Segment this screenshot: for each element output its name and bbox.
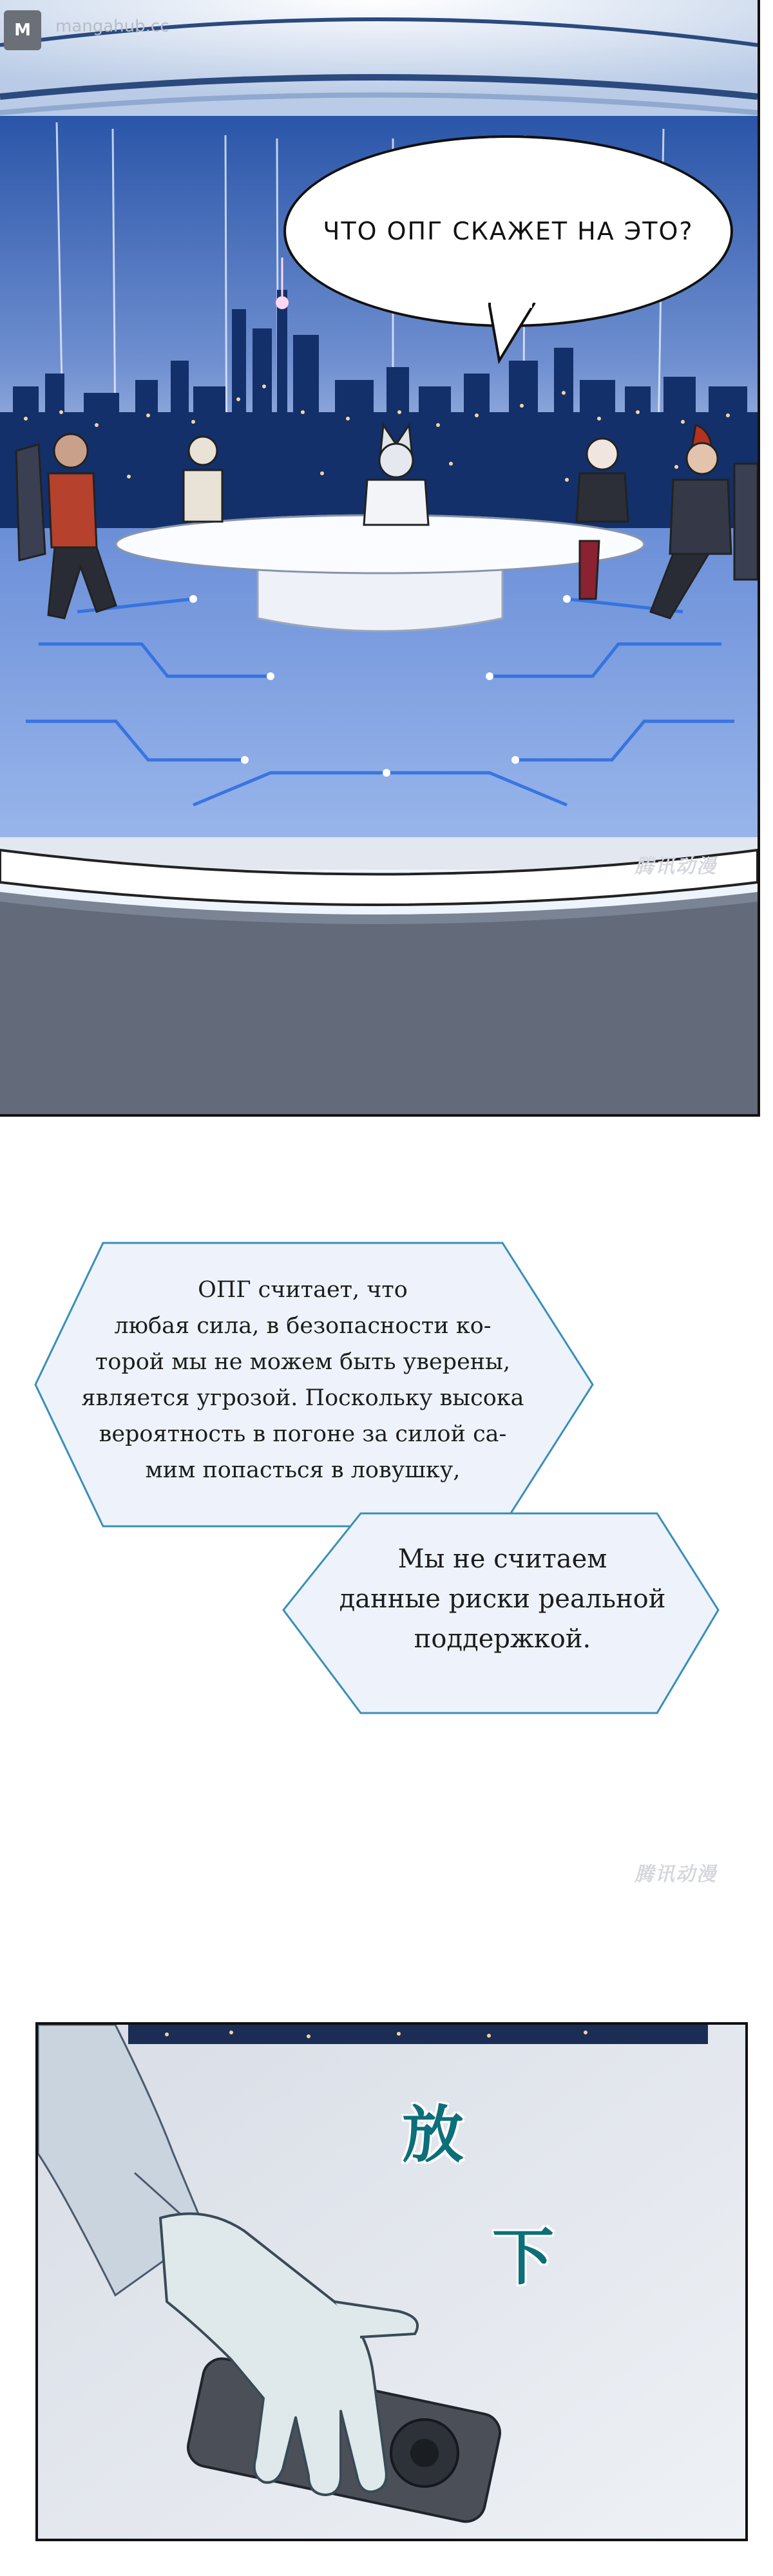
speech-bubble bbox=[283, 135, 733, 327]
speech-bubble-tail bbox=[477, 303, 554, 367]
narration-line: данные риски реальной bbox=[339, 1584, 666, 1614]
narration-line: вероятность в погоне за силой са- bbox=[99, 1421, 507, 1447]
narration-line: поддержкой. bbox=[414, 1624, 591, 1654]
hand-on-phone-illustration bbox=[38, 2025, 745, 2539]
panel-conference-room bbox=[0, 0, 760, 1117]
speech-text: ЧТО ОПГ СКАЖЕТ НА ЭТО? bbox=[323, 217, 694, 245]
narration-line: мим попасться в ловушку, bbox=[145, 1457, 461, 1483]
sound-effect-2: 下 bbox=[492, 2221, 554, 2293]
narration-line: торой мы не можем быть уверены, bbox=[95, 1349, 511, 1375]
publisher-watermark: 腾讯动漫 bbox=[635, 1863, 717, 1886]
narration-line: ОПГ считает, что bbox=[198, 1277, 408, 1303]
panel-hand-on-phone bbox=[35, 2022, 748, 2541]
narration-line: любая сила, в безопасности ко- bbox=[114, 1313, 491, 1339]
narration-line: Мы не считаем bbox=[397, 1544, 607, 1574]
site-watermark: mangahub.cc bbox=[55, 17, 169, 36]
sound-effect-1: 放 bbox=[402, 2099, 464, 2171]
narration-line: является угрозой. Поскольку высока bbox=[81, 1385, 524, 1411]
publisher-watermark: 腾讯动漫 bbox=[635, 855, 717, 878]
narration-text-2 bbox=[322, 1539, 683, 1659]
narration-text-1 bbox=[77, 1272, 528, 1488]
site-logo-icon: M bbox=[4, 10, 41, 50]
